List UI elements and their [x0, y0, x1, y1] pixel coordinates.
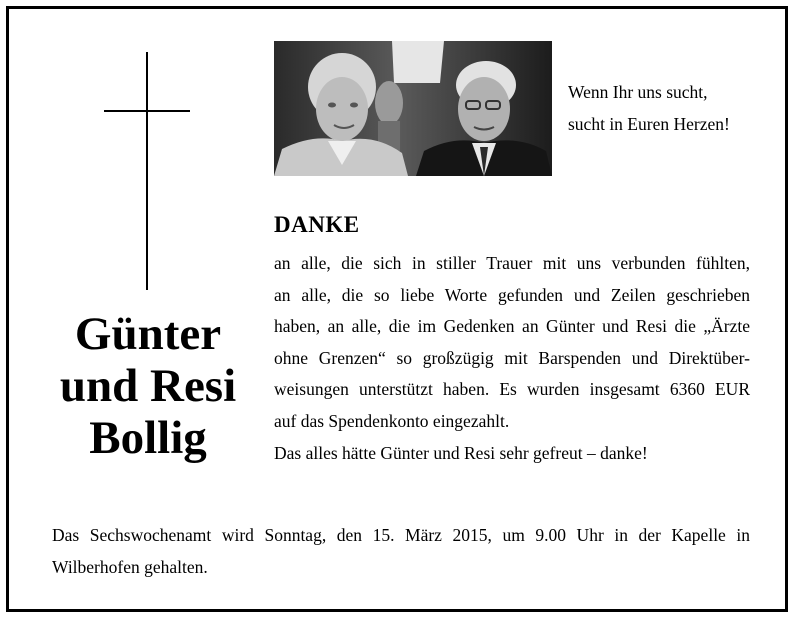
- name-line-1: Günter: [74, 308, 222, 360]
- cross-vertical-bar: [146, 52, 148, 290]
- deceased-names: [40, 308, 256, 464]
- danke-text: [274, 248, 750, 437]
- name-line-3: Bollig: [89, 412, 207, 464]
- motto-line-2: sucht in Euren Herzen!: [568, 114, 730, 134]
- danke-line: haben, an alle, die im Gedenken an Günter und Resi die „Ärzte: [274, 316, 750, 336]
- announcement-line: Wilberhofen gehalten.: [52, 556, 208, 577]
- danke-line: ohne Grenzen“ so großzügig mit Barspenden und Direktüber-: [274, 347, 750, 368]
- danke-line: an alle, die sich in stiller Trauer mit uns verbunden fühlten,: [274, 253, 750, 273]
- danke-line: auf das Spendenkonto eingezahlt.: [274, 410, 510, 431]
- motto-line-1: Wenn Ihr uns sucht,: [568, 82, 708, 102]
- couple-photo: [274, 41, 552, 176]
- name-line-2: und Resi: [59, 360, 237, 412]
- danke-heading: DANKE: [274, 212, 360, 237]
- mass-announcement: [52, 520, 750, 583]
- motto-quote: [568, 76, 768, 140]
- danke-line: an alle, die so liebe Worte gefunden und Zeilen geschrieben: [274, 284, 750, 305]
- danke-line: weisungen unterstützt haben. Es wurden insgesamt 6360 EUR: [274, 379, 750, 399]
- announcement-line: Das Sechswochenamt wird Sonntag, den 15. März 2015, um 9.00 Uhr in der Kapelle in: [52, 525, 750, 545]
- closing-sentence: Das alles hätte Günter und Resi sehr gefreut – danke!: [274, 443, 648, 463]
- cross-horizontal-bar: [104, 110, 190, 112]
- couple-photo-image: [274, 41, 552, 176]
